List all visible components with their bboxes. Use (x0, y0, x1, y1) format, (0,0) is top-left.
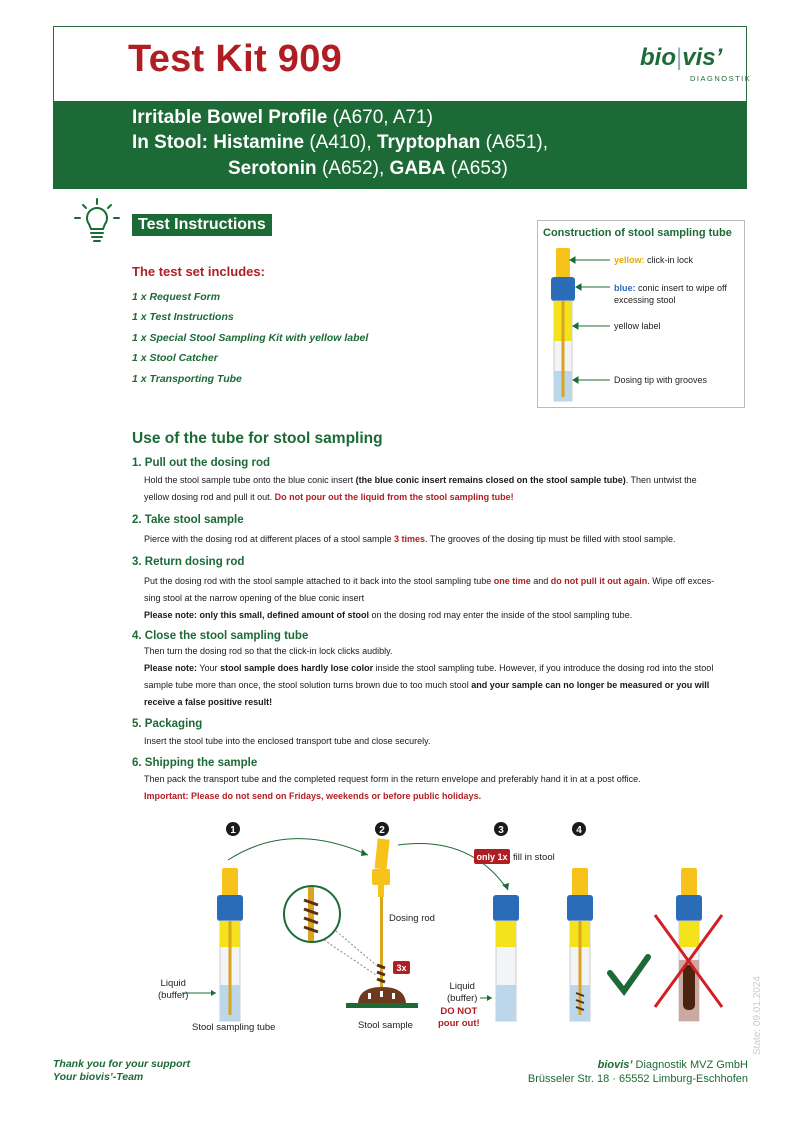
warning-text: 3 times (393, 534, 426, 544)
warning-text: do not pull it out again (550, 576, 648, 586)
text: yellow dosing rod and pull it out. (144, 492, 275, 502)
test-instructions-label: Test Instructions (132, 214, 272, 236)
logo-bar: | (676, 44, 683, 71)
yellow-label-label: yellow label (614, 321, 661, 331)
step-num: 2 (379, 825, 385, 836)
text: . Wipe off exces- (647, 576, 715, 586)
code-histamine: (A410), (304, 132, 377, 153)
text: Then turn the dosing rod so that the click-in lock clicks audibly. (144, 646, 393, 656)
analyte-histamine: In Stool: Histamine (132, 132, 305, 153)
logo-vis: vis (682, 44, 716, 71)
warning-text: one time (493, 576, 531, 586)
company-street: Brüsseler Str. 18 · 65552 Limburg-Eschhofen (527, 1073, 748, 1085)
analyte-tryptophan: Tryptophan (376, 132, 481, 153)
step-4-heading: 4. Close the stool sampling tube (132, 630, 309, 642)
warning-text: Do not pour out the liquid from the stool sampling tube! (274, 492, 514, 502)
times-badge: 3x (396, 963, 407, 973)
code-tryptophan: (A651), (480, 132, 548, 153)
includes-title: The test set includes: (132, 264, 265, 279)
profile-line-3 (228, 158, 508, 180)
light-bulb-icon (72, 196, 122, 246)
text-bold: receive a false positive result! (144, 697, 273, 707)
text: and (530, 576, 551, 586)
text-bold: and your sample can no longer be measured or you will (471, 680, 710, 690)
blue-desc-1: conic insert to wipe off (635, 283, 727, 293)
include-item: 1 x Test Instructions (132, 311, 234, 323)
text: Then pack the transport tube and the completed request form in the return envelope and preferably hand it in at a post office. (144, 774, 641, 784)
stool-sample-caption: Stool sample (358, 1020, 413, 1031)
text: . The grooves of the dosing tip must be filled with stool sample. (425, 534, 676, 544)
profile-line-1 (132, 107, 433, 129)
page-title: Test Kit 909 (128, 38, 343, 80)
text-bold: Please note: only this small, defined amount of stool (144, 610, 370, 620)
do-not-pour-warning (438, 1006, 480, 1030)
code-gaba: (A653) (445, 158, 508, 179)
profile-name: Irritable Bowel Profile (132, 107, 328, 128)
construction-title: Construction of stool sampling tube (543, 227, 732, 239)
buffer-text: (buffer) (447, 993, 478, 1004)
text: inside the stool sampling tube. However, if you introduce the dosing rod into the stool (373, 663, 714, 673)
company-address (460, 1058, 748, 1086)
company-brand: biovis’ (597, 1059, 633, 1071)
yellow-lock-label (614, 255, 693, 265)
liquid-label-1 (158, 978, 188, 1002)
text-bold: stool sample does hardly lose color (220, 663, 374, 673)
text: on the dosing rod may enter the inside of the stool sampling tube. (369, 610, 633, 620)
document-state-date: State: 09.01.2024 (752, 976, 763, 1055)
liquid-text: Liquid (449, 981, 475, 992)
blue-desc-2: excessing stool (614, 295, 676, 305)
buffer-text: (buffer) (158, 990, 189, 1001)
profile-line-2 (132, 132, 548, 154)
include-item: 1 x Request Form (132, 291, 221, 303)
include-item: 1 x Special Stool Sampling Kit with yellow label (132, 332, 369, 344)
team-line: Your biovis’-Team (53, 1071, 144, 1083)
step-3-heading: 3. Return dosing rod (132, 556, 245, 568)
dosing-rod-caption: Dosing rod (389, 913, 435, 924)
liquid-text: Liquid (160, 978, 186, 989)
warning-text: DO NOT (440, 1006, 478, 1017)
only-once-badge: only 1x (476, 852, 508, 862)
text: Insert the stool tube into the enclosed transport tube and close securely. (144, 736, 431, 746)
step-5-text (144, 733, 744, 750)
sampling-tube-diagram (540, 245, 615, 405)
step-4-text (144, 643, 744, 711)
tube-caption: Stool sampling tube (192, 1022, 276, 1033)
step-2-heading: 2. Take stool sample (132, 514, 244, 526)
step-3-text (144, 573, 744, 624)
blue-insert-label (614, 282, 727, 306)
warning-text: , weekends or before public holidays. (321, 791, 482, 801)
step-6-text (144, 771, 744, 805)
text: . Then untwist the (625, 475, 697, 485)
step-6-heading: 6. Shipping the sample (132, 757, 258, 769)
include-item: 1 x Transporting Tube (132, 373, 242, 385)
step-num: 1 (230, 825, 236, 836)
thank-you-note (53, 1058, 190, 1084)
dosing-tip-label: Dosing tip with grooves (614, 375, 708, 385)
step-num: 3 (498, 825, 504, 836)
liquid-label-2 (447, 981, 477, 1005)
use-section-title: Use of the tube for stool sampling (132, 430, 383, 447)
logo-apostrophe: ’ (715, 44, 723, 71)
step-2-text (144, 531, 744, 548)
code-serotonin: (A652), (316, 158, 390, 179)
logo-subtitle: DIAGNOSTIK (690, 74, 752, 83)
warning-text: pour out! (438, 1018, 480, 1029)
text: sing stool at the narrow opening of the blue conic insert (144, 593, 365, 603)
yellow-word: yellow: (614, 255, 645, 265)
include-item: 1 x Stool Catcher (132, 352, 218, 364)
text: Your (197, 663, 221, 673)
text: sample tube more than once, the stool solution turns brown due to too much stool (144, 680, 472, 690)
yellow-desc: click-in lock (644, 255, 694, 265)
step-num: 4 (576, 825, 582, 836)
text-bold: (the blue conic insert remains closed on the stool sample tube) (355, 475, 626, 485)
analyte-serotonin: Serotonin (228, 158, 317, 179)
step-5-heading: 5. Packaging (132, 718, 203, 730)
profile-code: (A670, A71) (327, 107, 433, 128)
thank-line: Thank you for your support (53, 1058, 191, 1070)
step-1-text (144, 472, 744, 506)
step-1-heading: 1. Pull out the dosing rod (132, 457, 270, 469)
text: Put the dosing rod with the stool sample attached to it back into the stool sampling tube (144, 576, 494, 586)
text: Hold the stool sample tube onto the blue conic insert (144, 475, 356, 485)
text: Pierce with the dosing rod at different places of a stool sample (144, 534, 394, 544)
fill-in-stool-caption: fill in stool (513, 852, 555, 863)
company-name: Diagnostik MVZ GmbH (632, 1059, 748, 1071)
blue-word: blue: (614, 283, 636, 293)
biovis-logo (640, 44, 722, 72)
analyte-gaba: GABA (389, 158, 446, 179)
logo-bio: bio (640, 44, 676, 71)
warning-text: Important: Please do not send on Fridays (144, 791, 322, 801)
text-bold: Please note: (144, 663, 198, 673)
